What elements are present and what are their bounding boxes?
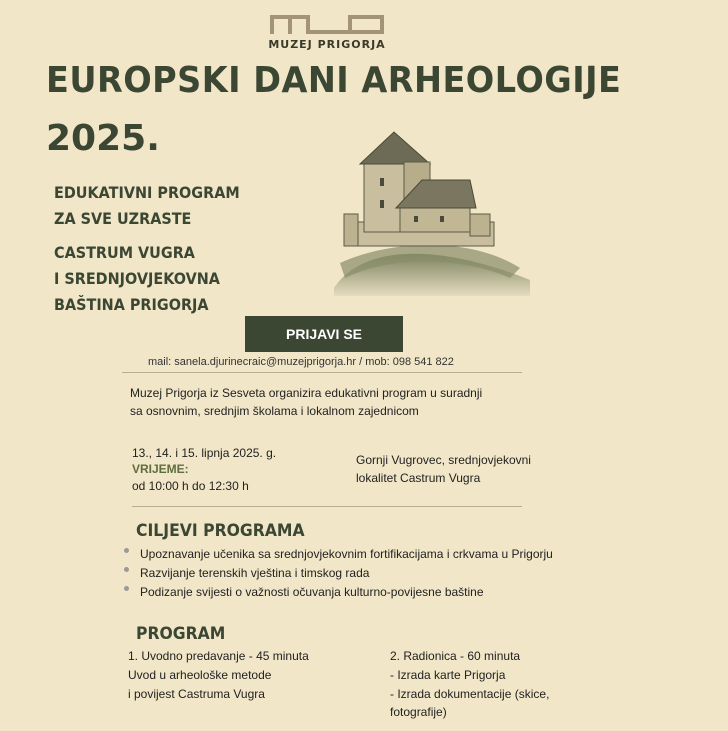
program-col2-line1: 2. Radionica - 60 minuta <box>390 649 521 663</box>
bullet-icon <box>124 567 129 572</box>
list-item: Podizanje svijesti o važnosti očuvanja kulturno-povijesne baštine <box>124 583 553 602</box>
program-heading: PROGRAM <box>136 624 226 644</box>
program-col1-line3: i povijest Castruma Vugra <box>128 687 265 701</box>
register-button[interactable]: PRIJAVI SE <box>245 316 403 352</box>
time-label: VRIJEME: <box>132 462 189 476</box>
bullet-icon <box>124 548 129 553</box>
subtitle-line4: I SREDNJOVJEKOVNA <box>54 269 220 288</box>
program-col2-line4: fotografije) <box>390 705 447 719</box>
program-col2-line3: - Izrada dokumentacije (skice, <box>390 687 550 701</box>
museum-logo-icon <box>268 14 386 34</box>
program-col1-line1: 1. Uvodno predavanje - 45 minuta <box>128 649 309 663</box>
subtitle-line1: EDUKATIVNI PROGRAM <box>54 183 240 202</box>
event-date: 13., 14. i 15. lipnja 2025. g. <box>132 446 277 460</box>
program-col2-line2: - Izrada karte Prigorja <box>390 668 506 682</box>
program-col1-line2: Uvod u arheološke metode <box>128 668 272 682</box>
divider-middle <box>132 506 522 507</box>
goals-heading: CILJEVI PROGRAMA <box>136 521 305 541</box>
contact-info: mail: sanela.djurinecraic@muzejprigorja.hr / mob: 098 541 822 <box>148 356 454 368</box>
event-time: od 10:00 h do 12:30 h <box>132 479 249 493</box>
page-title-line2: 2025. <box>46 118 160 159</box>
subtitle-line5: BAŠTINA PRIGORJA <box>54 295 209 314</box>
subtitle-line2: ZA SVE UZRASTE <box>54 209 192 228</box>
museum-logo <box>262 14 392 51</box>
page-title-line1: EUROPSKI DANI ARHEOLOGIJE <box>46 60 622 101</box>
goals-list <box>124 545 553 602</box>
list-item: Razvijanje terenskih vještina i timskog rada <box>124 564 553 583</box>
castle-illustration <box>330 128 535 303</box>
divider-top <box>122 372 522 373</box>
location-line1: Gornji Vugrovec, srednjovjekovni <box>356 453 531 467</box>
logo-text: MUZEJ PRIGORJA <box>268 38 386 51</box>
list-item: Upoznavanje učenika sa srednjovjekovnim fortifikacijama i crkvama u Prigorju <box>124 545 553 564</box>
location-line2: lokalitet Castrum Vugra <box>356 471 481 485</box>
intro-line1: Muzej Prigorja iz Sesveta organizira edukativni program u suradnji <box>130 386 483 400</box>
subtitle-line3: CASTRUM VUGRA <box>54 243 195 262</box>
intro-line2: sa osnovnim, srednjim školama i lokalnom zajednicom <box>130 404 419 418</box>
bullet-icon <box>124 586 129 591</box>
